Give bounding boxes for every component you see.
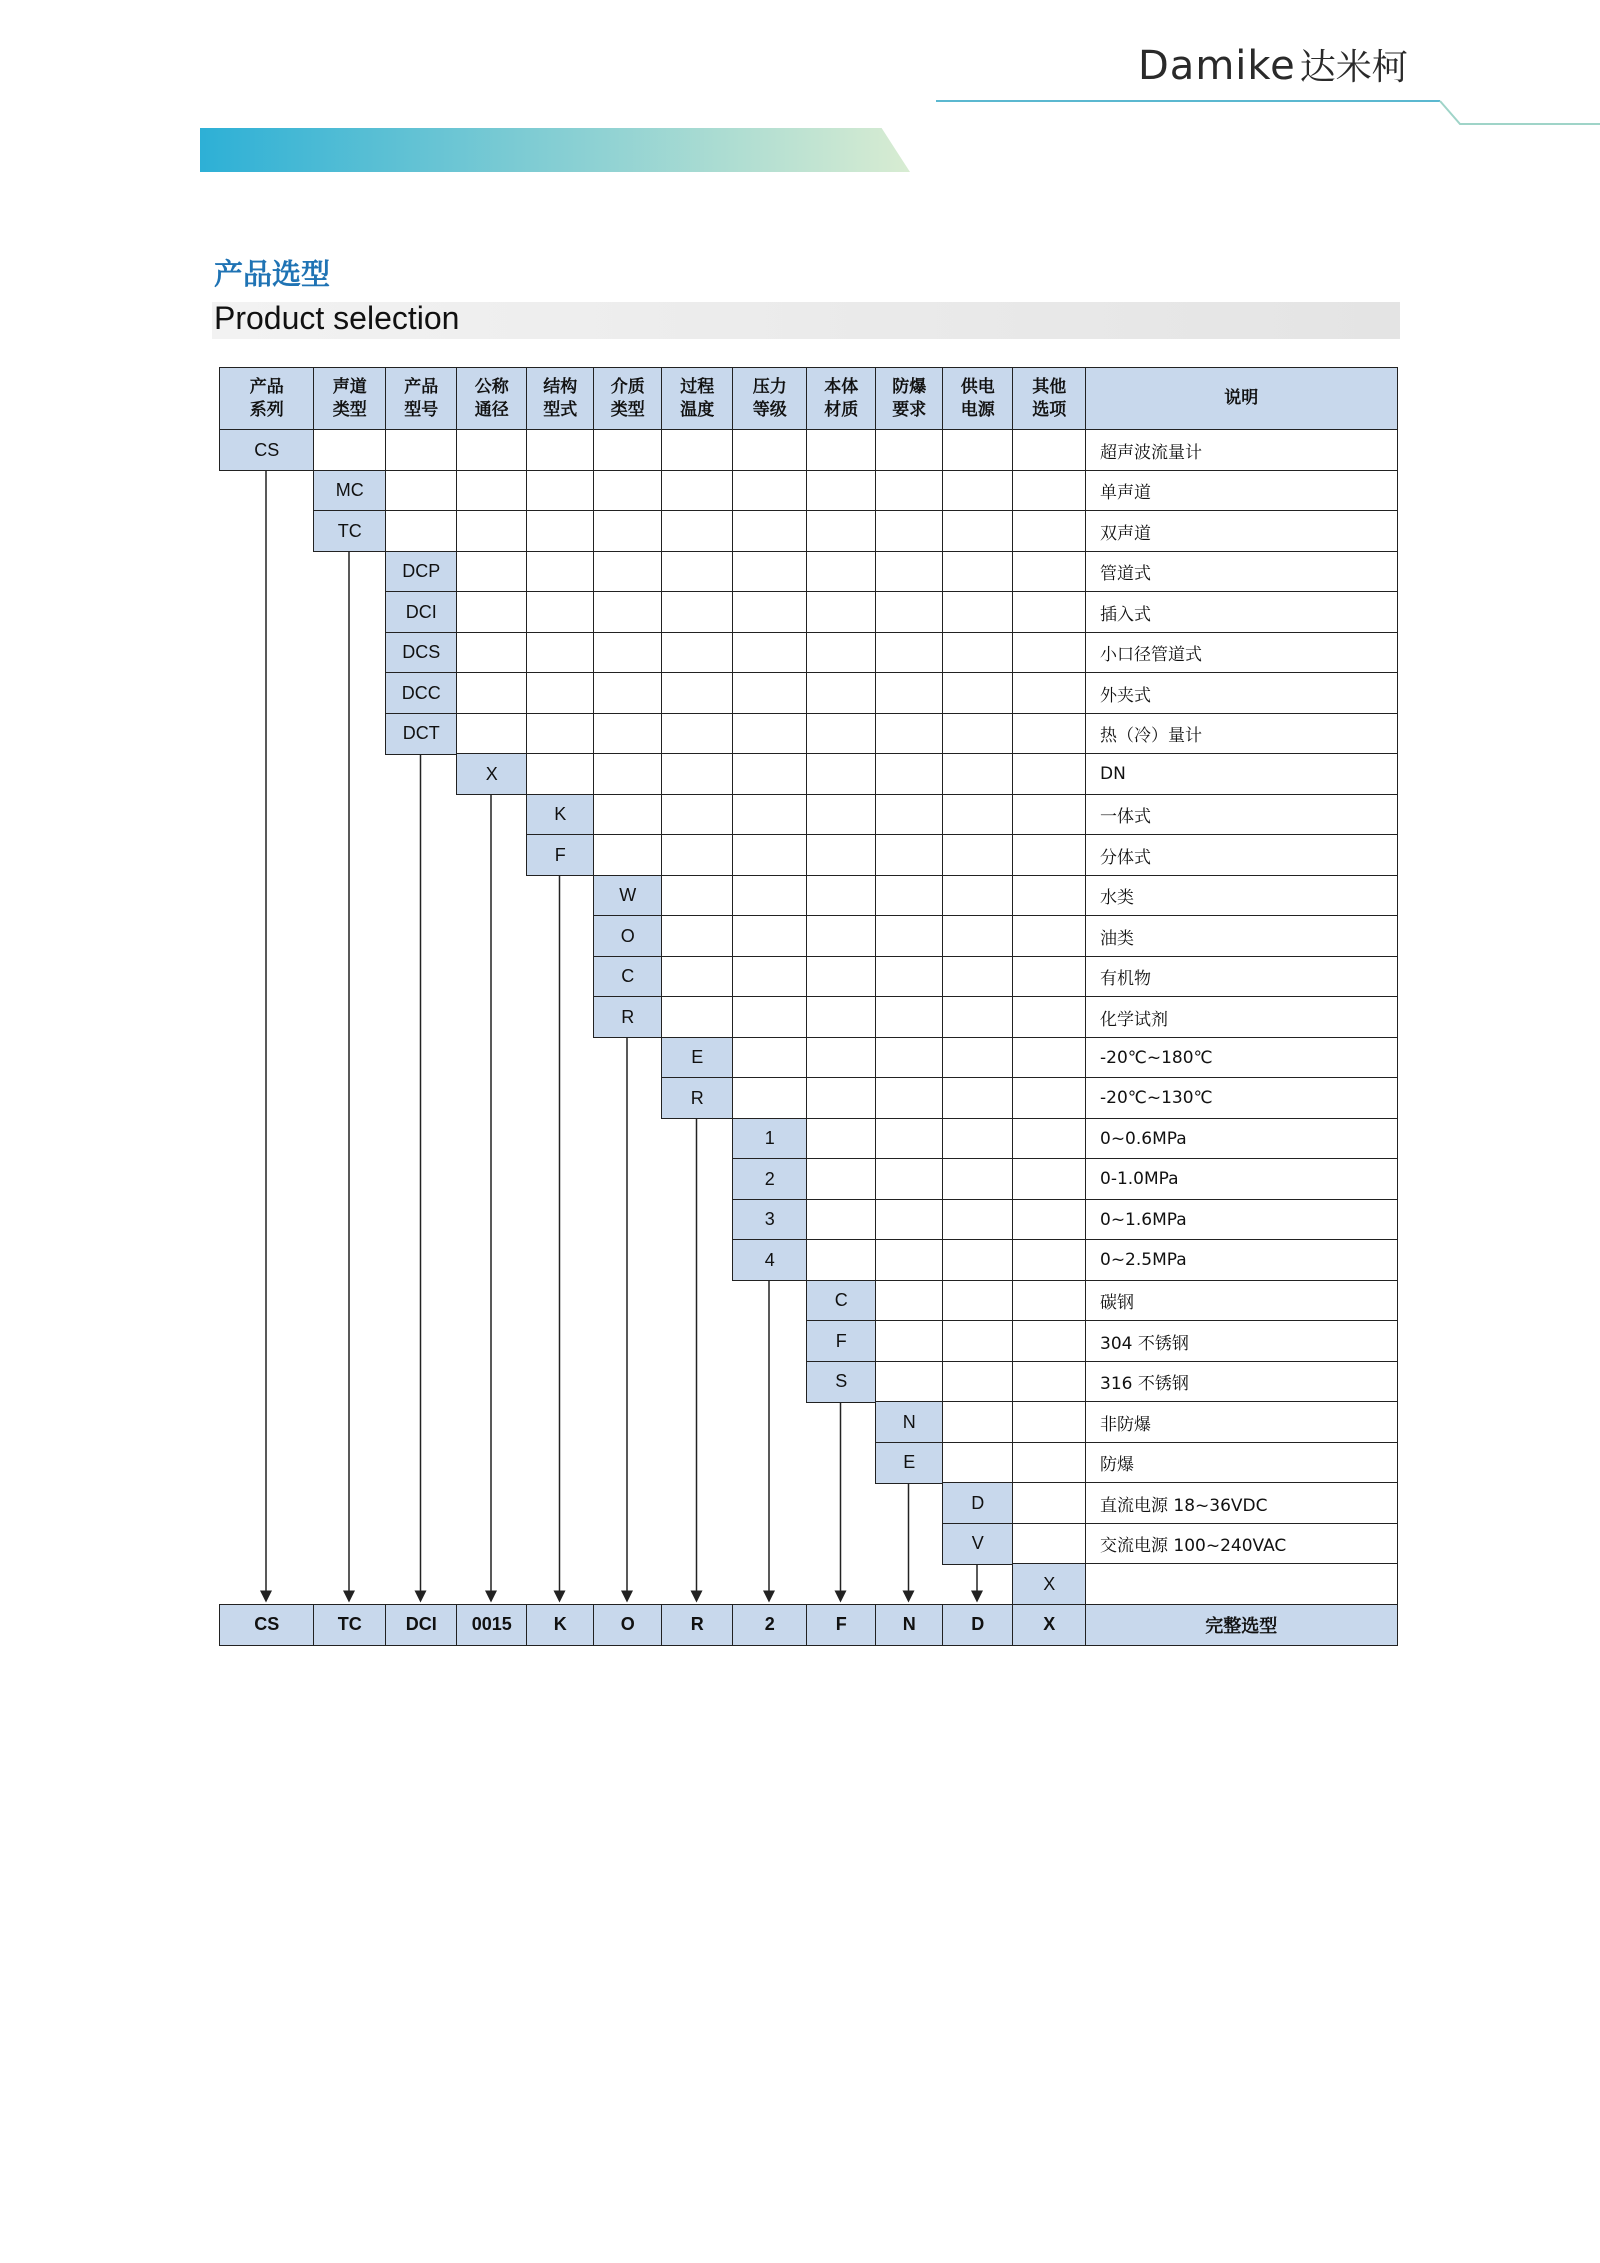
option-code-cell: K: [526, 794, 595, 836]
brand-latin: Damike: [1138, 43, 1296, 89]
arrow-head: [903, 1591, 915, 1603]
option-code-cell: DCS: [385, 632, 458, 674]
option-code-cell: C: [806, 1280, 877, 1322]
summary-code-cell: R: [661, 1604, 734, 1646]
column-header: 本体 材质: [806, 367, 877, 431]
arrow-head: [554, 1591, 566, 1603]
option-code-cell: 2: [732, 1158, 808, 1200]
option-description-cell: 超声波流量计: [1085, 429, 1398, 471]
option-code-cell: 1: [732, 1118, 808, 1160]
arrow-head: [343, 1591, 355, 1603]
arrow-head: [485, 1591, 497, 1603]
column-header: 其他 选项: [1012, 367, 1087, 431]
column-header: 声道 类型: [313, 367, 387, 431]
option-description-cell: 小口径管道式: [1085, 632, 1398, 674]
arrow-head: [260, 1591, 272, 1603]
option-description-cell: 化学试剂: [1085, 996, 1398, 1038]
option-description-cell: 分体式: [1085, 834, 1398, 876]
summary-code-cell: TC: [313, 1604, 387, 1646]
option-code-cell: D: [942, 1482, 1014, 1524]
option-code-cell: X: [1012, 1563, 1087, 1605]
option-code-cell: MC: [313, 470, 387, 512]
option-code-cell: F: [806, 1320, 877, 1362]
summary-code-cell: F: [806, 1604, 877, 1646]
option-code-cell: F: [526, 834, 595, 876]
arrow-head: [835, 1591, 847, 1603]
option-description-cell: 单声道: [1085, 470, 1398, 512]
arrow-head: [415, 1591, 427, 1603]
option-description-cell: 有机物: [1085, 956, 1398, 998]
summary-code-cell: CS: [219, 1604, 315, 1646]
arrow-head: [971, 1591, 983, 1603]
option-description-cell: 防爆: [1085, 1442, 1398, 1484]
option-code-cell: DCT: [385, 713, 458, 755]
option-description-cell: 0~0.6MPa: [1085, 1118, 1398, 1160]
option-description-cell: 外夹式: [1085, 672, 1398, 714]
summary-code-cell: N: [875, 1604, 944, 1646]
option-description-cell: 油类: [1085, 915, 1398, 957]
option-code-cell: X: [456, 753, 528, 795]
option-code-cell: DCI: [385, 591, 458, 633]
option-code-cell: TC: [313, 510, 387, 552]
option-description-cell: 非防爆: [1085, 1401, 1398, 1443]
column-header: 防爆 要求: [875, 367, 944, 431]
option-description-cell: 316 不锈钢: [1085, 1361, 1398, 1403]
option-description-cell: -20℃~180℃: [1085, 1037, 1398, 1079]
option-code-cell: CS: [219, 429, 315, 471]
option-code-cell: DCC: [385, 672, 458, 714]
summary-code-cell: O: [593, 1604, 663, 1646]
option-code-cell: DCP: [385, 551, 458, 593]
option-code-cell: S: [806, 1361, 877, 1403]
option-code-cell: R: [593, 996, 663, 1038]
option-description-cell: -20℃~130℃: [1085, 1077, 1398, 1119]
option-code-cell: E: [661, 1037, 734, 1079]
column-header: 公称 通径: [456, 367, 528, 431]
option-description-cell: 0~2.5MPa: [1085, 1239, 1398, 1281]
summary-code-cell: 0015: [456, 1604, 528, 1646]
option-description-cell: 插入式: [1085, 591, 1398, 633]
option-description-cell: 碳钢: [1085, 1280, 1398, 1322]
option-description-cell: 一体式: [1085, 794, 1398, 836]
summary-code-cell: DCI: [385, 1604, 458, 1646]
option-description-cell: 交流电源 100~240VAC: [1085, 1523, 1398, 1565]
option-code-cell: 3: [732, 1199, 808, 1241]
summary-code-cell: K: [526, 1604, 595, 1646]
column-header: 过程 温度: [661, 367, 734, 431]
option-code-cell: R: [661, 1077, 734, 1119]
option-description-cell: 热（冷）量计: [1085, 713, 1398, 755]
summary-label-cell: 完整选型: [1085, 1604, 1398, 1646]
option-description-cell: 0~1.6MPa: [1085, 1199, 1398, 1241]
section-title-en: Product selection: [214, 300, 460, 336]
summary-code-cell: X: [1012, 1604, 1087, 1646]
option-code-cell: V: [942, 1523, 1014, 1565]
option-code-cell: C: [593, 956, 663, 998]
option-code-cell: E: [875, 1442, 944, 1484]
column-header: 产品 型号: [385, 367, 458, 431]
column-header: 供电 电源: [942, 367, 1014, 431]
option-code-cell: W: [593, 875, 663, 917]
description-header: 说明: [1085, 367, 1398, 431]
option-code-cell: N: [875, 1401, 944, 1443]
column-header: 产品 系列: [219, 367, 315, 431]
option-description-cell: 管道式: [1085, 551, 1398, 593]
option-description-cell: 双声道: [1085, 510, 1398, 552]
column-header: 介质 类型: [593, 367, 663, 431]
arrow-head: [691, 1591, 703, 1603]
column-header: 结构 型式: [526, 367, 595, 431]
section-title-cn: 产品选型: [214, 257, 331, 291]
summary-code-cell: 2: [732, 1604, 808, 1646]
arrow-head: [763, 1591, 775, 1603]
option-description-cell: DN: [1085, 753, 1398, 795]
option-code-cell: 4: [732, 1239, 808, 1281]
brand-cn: 达米柯: [1299, 47, 1408, 88]
option-description-cell: 水类: [1085, 875, 1398, 917]
option-description-cell: 直流电源 18~36VDC: [1085, 1482, 1398, 1524]
column-header: 压力 等级: [732, 367, 808, 431]
arrow-head: [621, 1591, 633, 1603]
option-description-cell: 304 不锈钢: [1085, 1320, 1398, 1362]
option-code-cell: O: [593, 915, 663, 957]
option-description-cell: 0-1.0MPa: [1085, 1158, 1398, 1200]
summary-code-cell: D: [942, 1604, 1014, 1646]
